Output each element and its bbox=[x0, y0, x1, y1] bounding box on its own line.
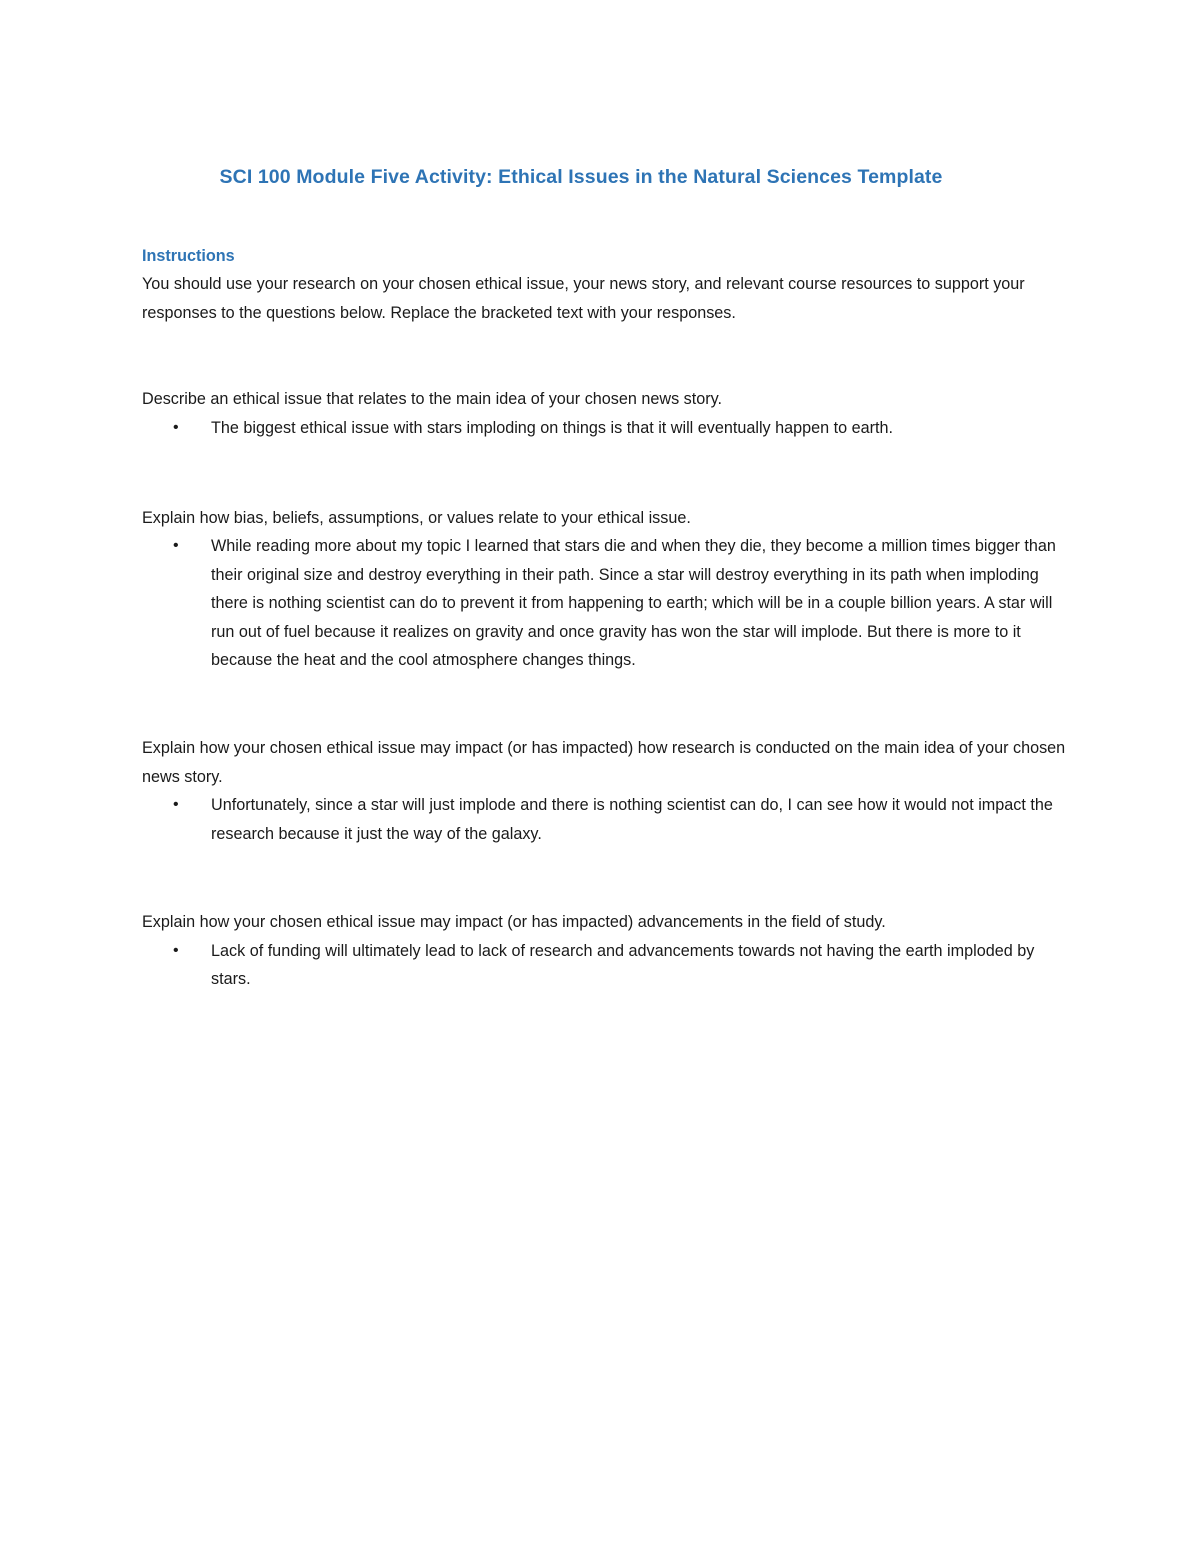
bullet-icon: • bbox=[173, 418, 179, 436]
answer-text: The biggest ethical issue with stars imploding on things is that it will eventually happen to earth. bbox=[211, 418, 894, 437]
question-section-4 bbox=[142, 908, 1072, 993]
answer-list bbox=[142, 414, 1072, 442]
answer-list bbox=[142, 791, 1072, 848]
question-text: Explain how your chosen ethical issue may impact (or has impacted) how research is conducted on the main idea of your chosen news story. bbox=[142, 739, 1066, 786]
instructions-text: You should use your research on your chosen ethical issue, your news story, and relevant course resources to support your responses to the questions below. Replace the bracketed text with your responses. bbox=[142, 275, 1025, 322]
question-section-3 bbox=[142, 734, 1072, 848]
question-section-1 bbox=[142, 385, 1072, 442]
answer-list bbox=[142, 532, 1072, 674]
document-body bbox=[142, 242, 1072, 993]
bullet-icon: • bbox=[173, 941, 179, 959]
document-title: SCI 100 Module Five Activity: Ethical Issues in the Natural Sciences Template bbox=[219, 166, 943, 188]
answer-text: Lack of funding will ultimately lead to lack of research and advancements towards not having the earth imploded by stars. bbox=[211, 941, 1035, 988]
answer-item bbox=[142, 414, 1072, 442]
question-section-2 bbox=[142, 504, 1072, 674]
bullet-icon: • bbox=[173, 537, 179, 555]
question-text: Explain how bias, beliefs, assumptions, or values relate to your ethical issue. bbox=[142, 509, 691, 528]
answer-list bbox=[142, 937, 1072, 994]
instructions-heading: Instructions bbox=[142, 247, 235, 265]
bullet-icon: • bbox=[173, 796, 179, 814]
answer-item bbox=[142, 937, 1072, 994]
answer-item bbox=[142, 532, 1072, 674]
question-text: Describe an ethical issue that relates to the main idea of your chosen news story. bbox=[142, 390, 723, 409]
answer-text: While reading more about my topic I learned that stars die and when they die, they become a million times bigger than their original size and destroy everything in their path. Since a star will destroy everything in its path when imploding there is nothing scientist can do to prevent it from happening to earth; which will be in a couple billion years. A star will run out of fuel because it realizes on gravity and once gravity has won the star will implode. But there is more to it because the heat and the cool atmosphere changes things. bbox=[211, 537, 1056, 670]
answer-item bbox=[142, 791, 1072, 848]
answer-text: Unfortunately, since a star will just implode and there is nothing scientist can do, I can see how it would not impact the research because it just the way of the galaxy. bbox=[211, 796, 1053, 843]
question-text: Explain how your chosen ethical issue may impact (or has impacted) advancements in the field of study. bbox=[142, 913, 886, 932]
